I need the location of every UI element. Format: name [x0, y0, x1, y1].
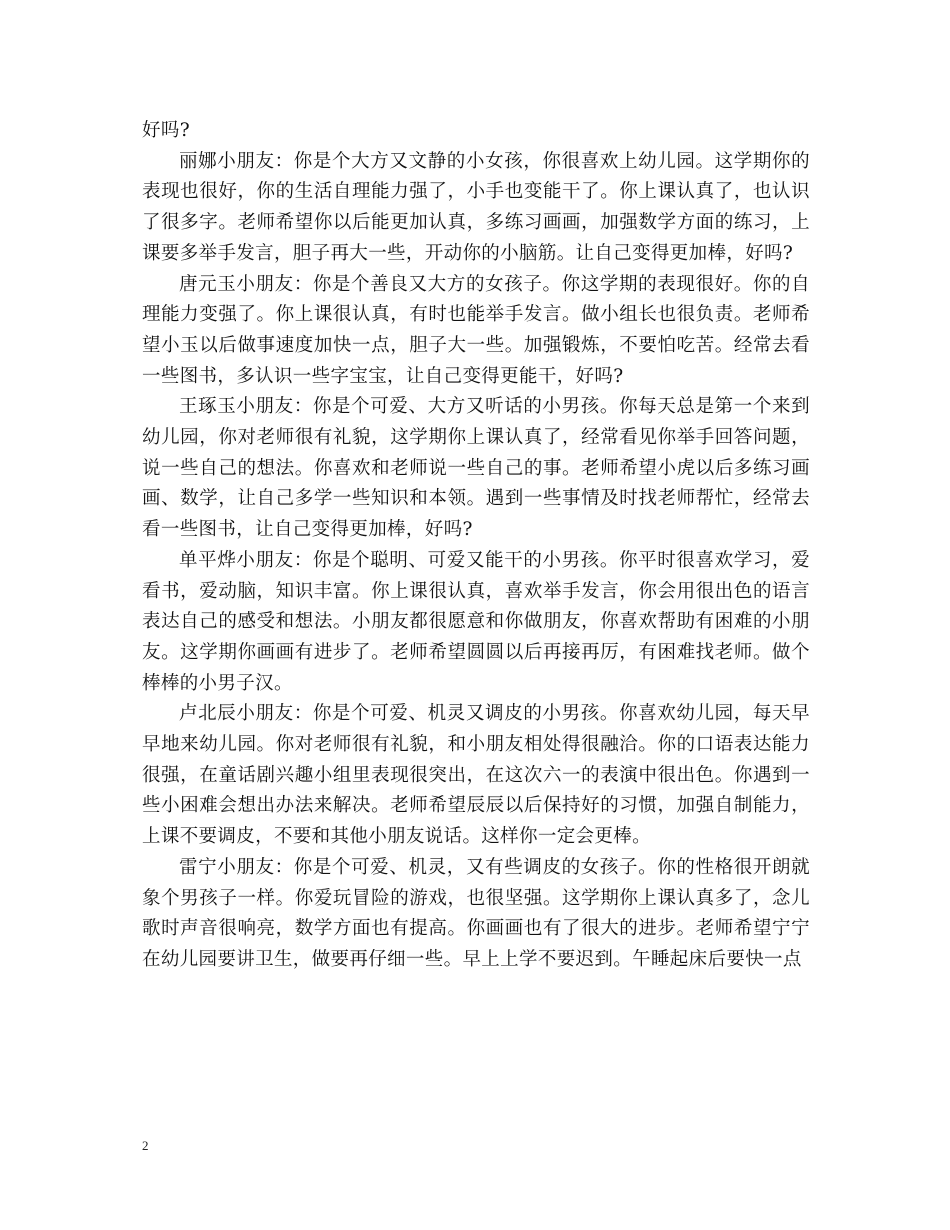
paragraph-lina: 丽娜小朋友：你是个大方又文静的小女孩，你很喜欢上幼儿园。这学期你的表现也很好，你的生活自理能力强了，小手也变能干了。你上课认真了，也认识了很多字。老师希望你以后能更加认真，多练习画画，加强数学方面的练习，上课要多举手发言，胆子再大一些，开动你的小脑筋。让自己变得更加棒，好吗? — [142, 150, 810, 264]
paragraph-tang-yuanyu: 唐元玉小朋友：你是个善良又大方的女孩子。你这学期的表现很好。你的自理能力变强了。你上课很认真，有时也能举手发言。做小组长也很负责。老师希望小玉以后做事速度加快一点，胆子大一些。加强锻炼，不要怕吃苦。经常去看一些图书，多认识一些字宝宝，让自己变得更能干，好吗? — [142, 273, 810, 387]
paragraph-lu-beichen: 卢北辰小朋友：你是个可爱、机灵又调皮的小男孩。你喜欢幼儿园，每天早早地来幼儿园。你对老师很有礼貌，和小朋友相处得很融洽。你的口语表达能力很强，在童话剧兴趣小组里表现很突出，在这次六一的表演中很出色。你遇到一些小困难会想出办法来解决。老师希望辰辰以后保持好的习惯，加强自制能力，上课不要调皮，不要和其他小朋友说话。这样你一定会更棒。 — [142, 703, 810, 848]
paragraph-shan-pingye: 单平烨小朋友：你是个聪明、可爱又能干的小男孩。你平时很喜欢学习，爱看书，爱动脑，知识丰富。你上课很认真，喜欢举手发言，你会用很出色的语言表达自己的感受和想法。小朋友都很愿意和你做朋友，你喜欢帮助有困难的小朋友。这学期你画画有进步了。老师希望圆圆以后再接再厉，有困难找老师。做个棒棒的小男子汉。 — [142, 549, 810, 694]
paragraph-wang-zhuoyu: 王琢玉小朋友：你是个可爱、大方又听话的小男孩。你每天总是第一个来到幼儿园，你对老师很有礼貌，这学期你上课认真了，经常看见你举手回答问题，说一些自己的想法。你喜欢和老师说一些自己的事。老师希望小虎以后多练习画画、数学，让自己多学一些知识和本领。遇到一些事情及时找老师帮忙，经常去看一些图书，让自己变得更加棒，好吗? — [142, 396, 810, 541]
paragraph-lei-ning: 雷宁小朋友：你是个可爱、机灵，又有些调皮的女孩子。你的性格很开朗就象个男孩子一样。你爱玩冒险的游戏，也很坚强。这学期你上课认真多了，念儿歌时声音很响亮，数学方面也有提高。你画画也有了很大的进步。老师希望宁宁在幼儿园要讲卫生，做要再仔细一些。早上上学不要迟到。午睡起床后要快一点 — [142, 856, 810, 970]
body-text — [142, 116, 810, 976]
paragraph-continuation: 好吗? — [142, 120, 190, 141]
page-number: 2 — [142, 1138, 149, 1153]
